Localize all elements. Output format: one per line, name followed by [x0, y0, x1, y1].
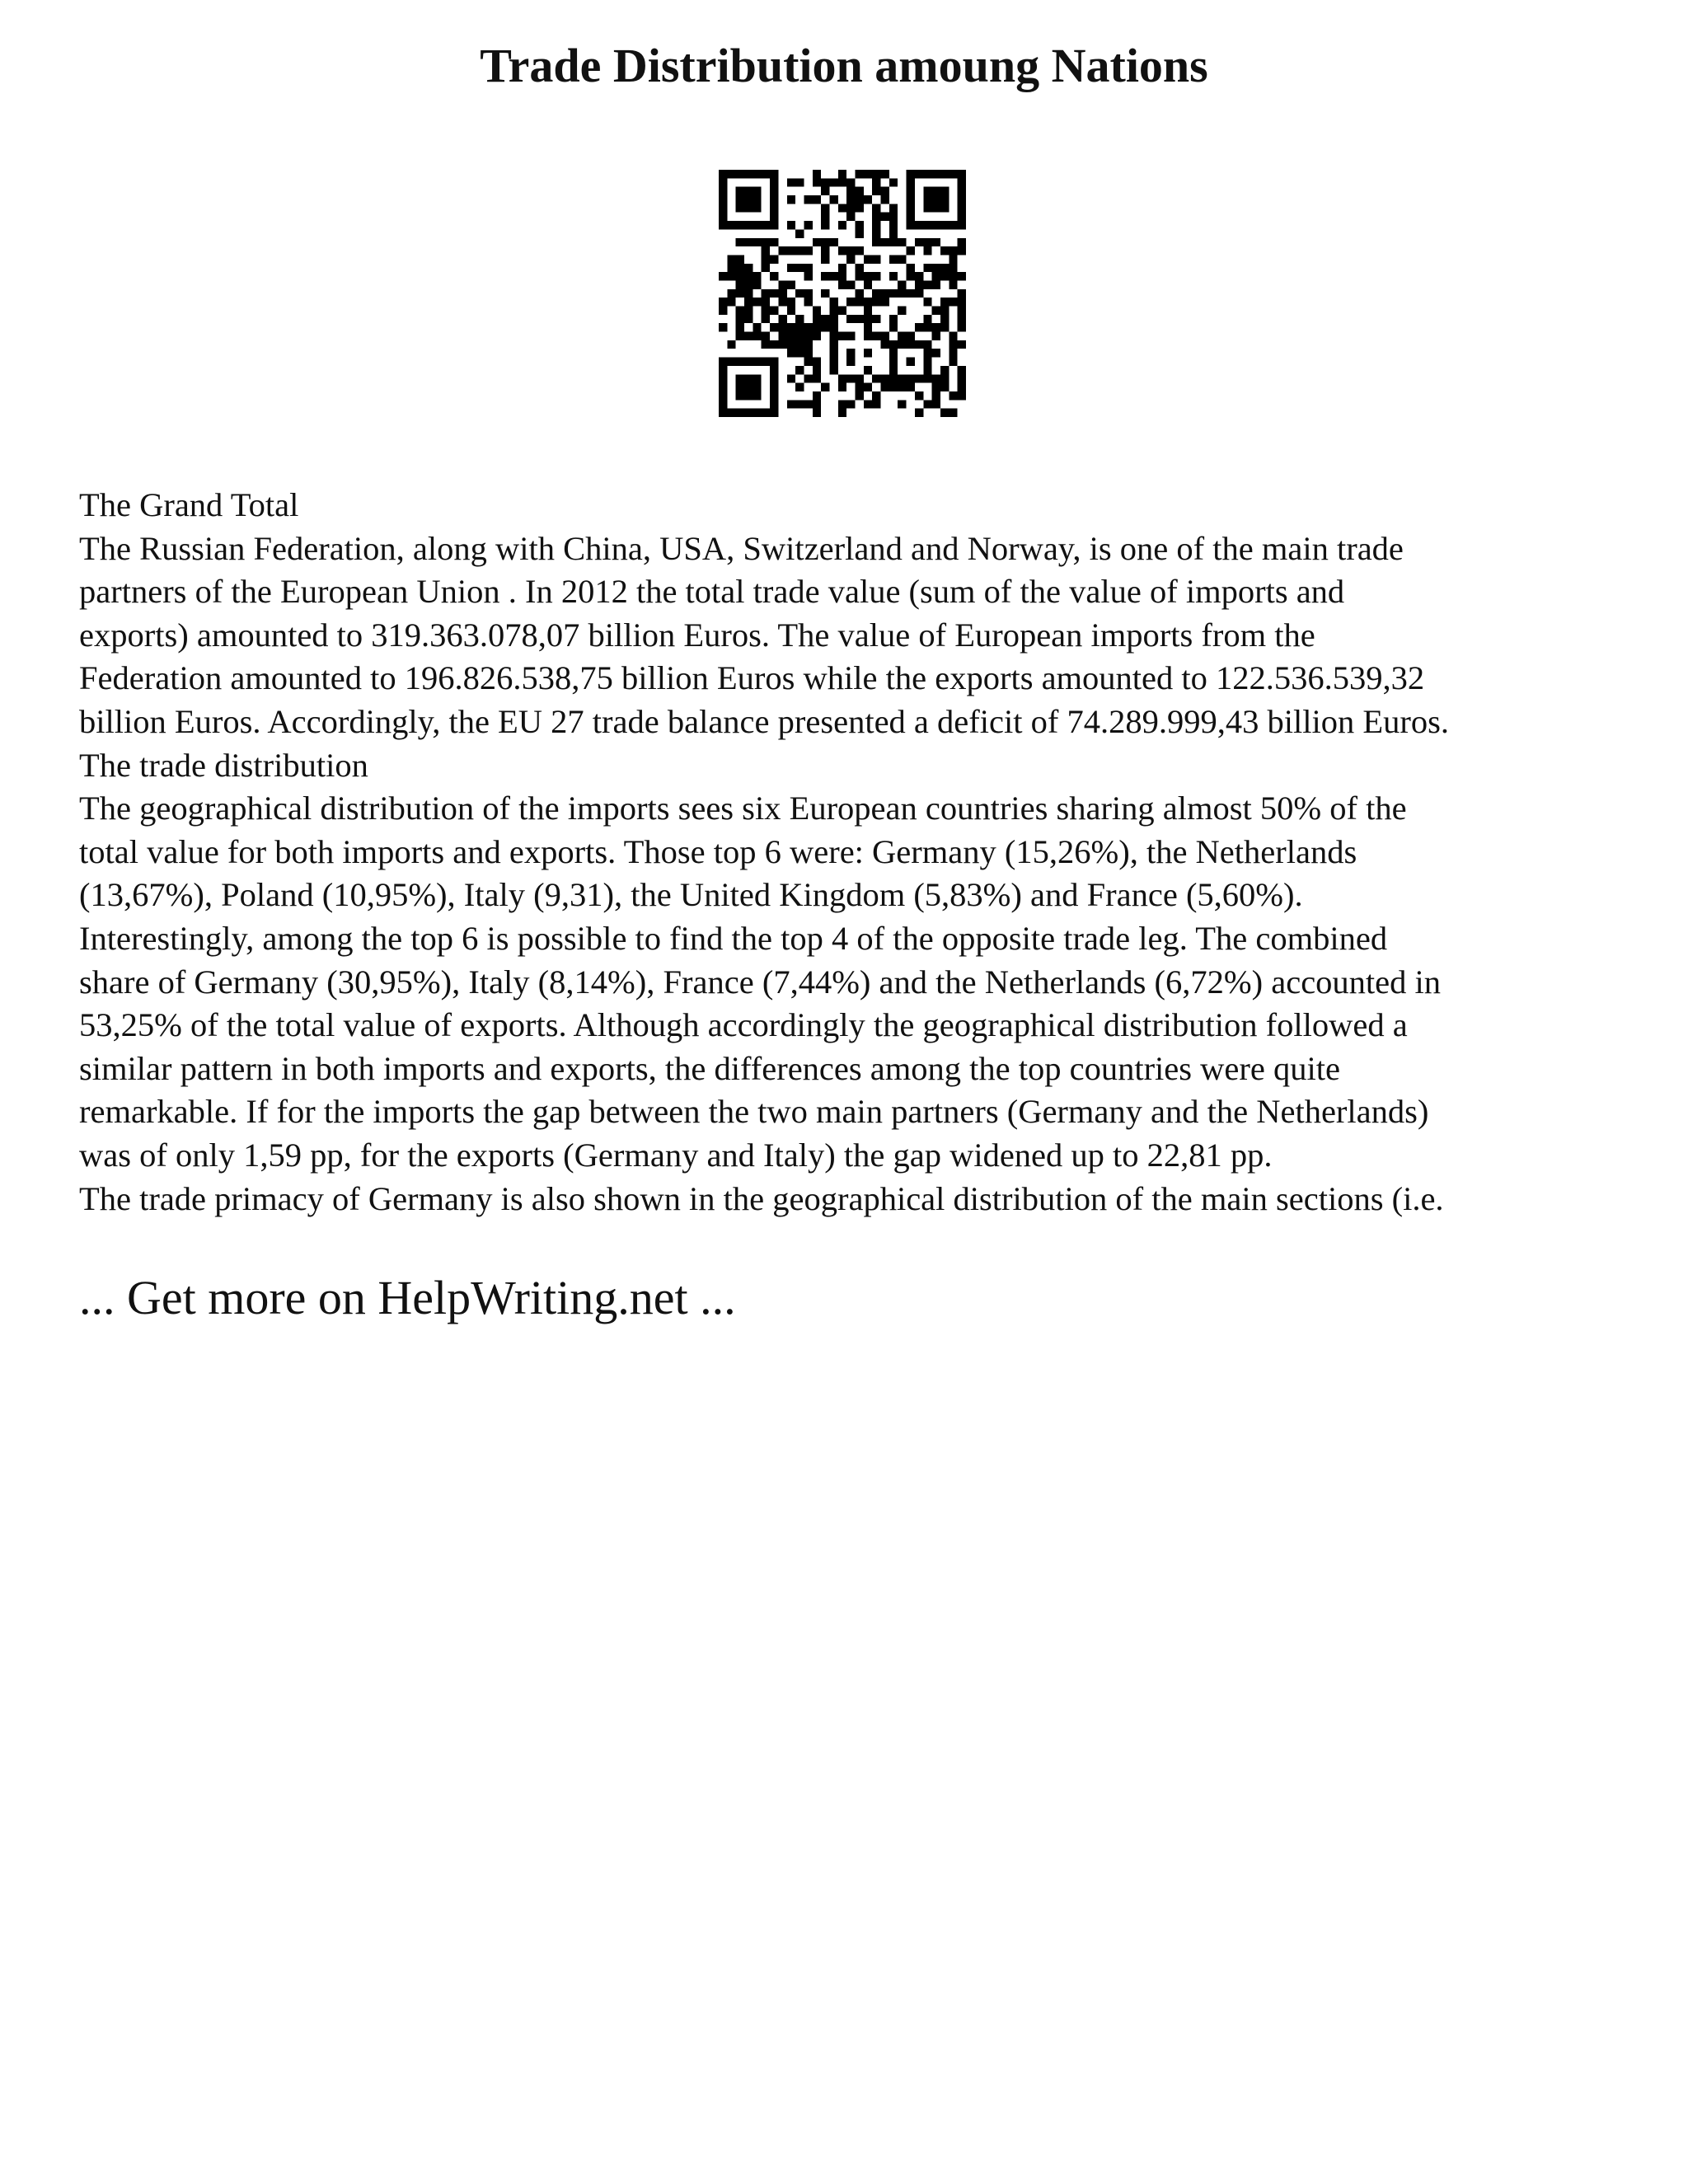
- body-line: The Grand Total: [79, 486, 299, 523]
- body-line: share of Germany (30,95%), Italy (8,14%), France (7,44%) and the Netherlands (6,72%) accounted in: [79, 963, 1442, 1001]
- document-title: Trade Distribution amoung Nations: [480, 39, 1208, 92]
- get-more-link-text[interactable]: ... Get more on HelpWriting.net ...: [79, 1271, 736, 1324]
- body-line: billion Euros. Accordingly, the EU 27 trade balance presented a deficit of 74.289.999,43 billion Euros.: [79, 702, 1449, 740]
- body-line: partners of the European Union . In 2012 the total trade value (sum of the value of imports and: [79, 573, 1345, 611]
- body-line: Federation amounted to 196.826.538,75 billion Euros while the exports amounted to 122.536.539,32: [79, 659, 1425, 697]
- body-line: (13,67%), Poland (10,95%), Italy (9,31), the United Kingdom (5,83%) and France (5,60%).: [79, 876, 1303, 914]
- body-line: The Russian Federation, along with China, USA, Switzerland and Norway, is one of the main trade: [79, 529, 1404, 567]
- body-line: similar pattern in both imports and exports, the differences among the top countries were quite: [79, 1049, 1340, 1087]
- body-line: The trade primacy of Germany is also shown in the geographical distribution of the main sections (i.e.: [79, 1179, 1444, 1217]
- body-line: remarkable. If for the imports the gap between the two main partners (Germany and the Netherlands): [79, 1093, 1429, 1131]
- body-line: The trade distribution: [79, 746, 368, 784]
- body-line: 53,25% of the total value of exports. Although accordingly the geographical distribution followed a: [79, 1006, 1408, 1044]
- body-line: Interestingly, among the top 6 is possible to find the top 4 of the opposite trade leg. The combined: [79, 919, 1388, 957]
- body-line: total value for both imports and exports. Those top 6 were: Germany (15,26%), the Netherlands: [79, 832, 1357, 870]
- body-line: The geographical distribution of the imports sees six European countries sharing almost 50% of the: [79, 790, 1407, 827]
- qr-code-graphic: [719, 170, 966, 417]
- document-body: [79, 484, 1629, 1221]
- body-line: exports) amounted to 319.363.078,07 billion Euros. The value of European imports from the: [79, 616, 1315, 654]
- body-line: was of only 1,59 pp, for the exports (Germany and Italy) the gap widened up to 22,81 pp.: [79, 1136, 1273, 1174]
- qr-code-icon: [719, 170, 966, 417]
